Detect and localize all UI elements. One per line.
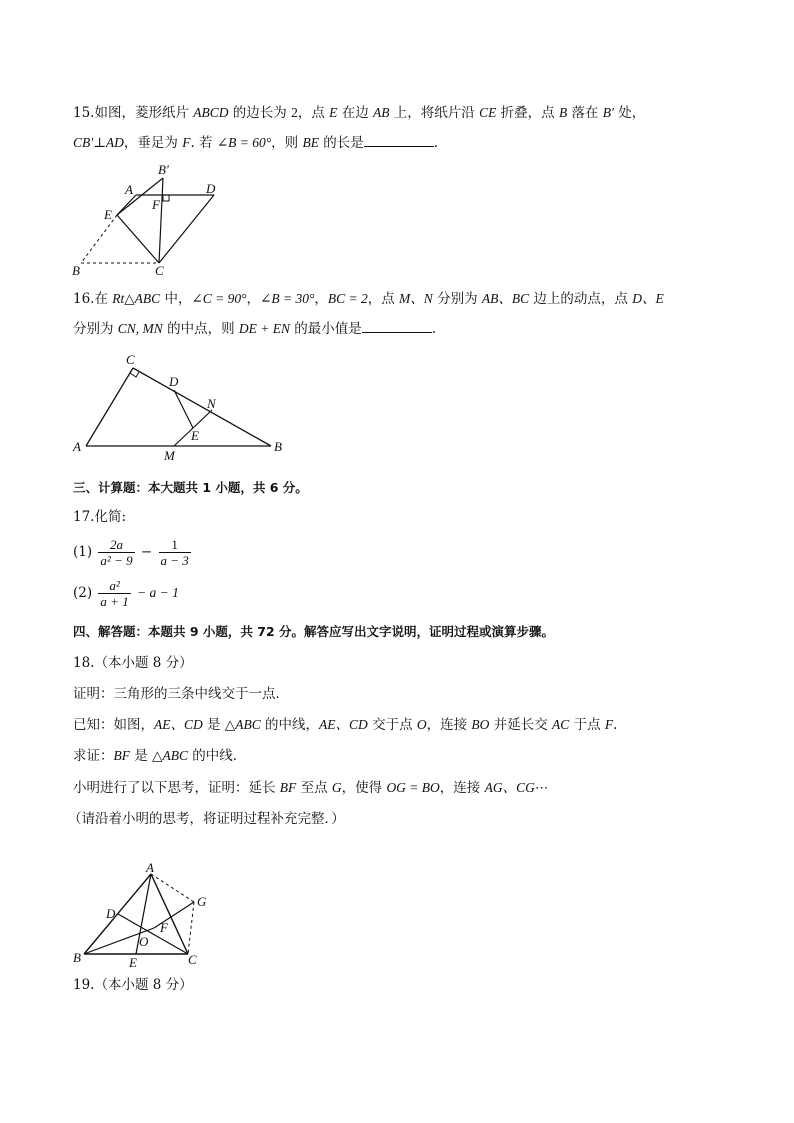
q15-label-e: E <box>104 207 112 222</box>
fraction-numerator: a² <box>98 578 130 594</box>
q18-text: 已知：如图， <box>73 717 154 733</box>
q16-math: M、N <box>399 291 433 306</box>
fraction-numerator: 1 <box>159 537 191 553</box>
q15-label-b: B <box>72 263 80 278</box>
q18-math: AC <box>552 717 570 732</box>
q16-math: CN, MN <box>117 321 163 336</box>
q15-text: . <box>433 135 439 151</box>
q18-text: 是 <box>130 748 153 764</box>
q18-text: 的中线． <box>187 748 247 764</box>
q16-math: ∠B = 30° <box>260 291 315 306</box>
q17-fraction-1 <box>98 537 134 568</box>
q18-figure <box>66 860 226 970</box>
q15-text: 的长是 <box>318 135 364 151</box>
q18-segment-gc-dashed <box>188 902 194 954</box>
q18-math: AE、CD <box>319 717 368 732</box>
q17-fraction-2 <box>159 537 191 568</box>
q16-text: 分别为 <box>432 291 482 307</box>
q15-text: ，则 <box>271 135 303 151</box>
q15-math: CE <box>479 105 497 120</box>
q18-math: F <box>604 717 614 732</box>
q15-right-angle-mark <box>163 195 169 201</box>
q16-text: 分别为 <box>73 321 118 337</box>
q15-text: 的边长为 <box>228 105 292 121</box>
q18-given <box>73 716 617 734</box>
q15-text: 折叠，点 <box>496 105 559 121</box>
q16-segment-ca <box>86 368 133 446</box>
q16-text: 16.在 <box>73 291 113 307</box>
q16-text: 中， <box>160 291 192 307</box>
q18-to-prove <box>73 747 246 765</box>
q18-segment-ac <box>151 874 188 954</box>
q16-right-angle-mark <box>130 372 139 377</box>
q16-figure <box>66 350 296 466</box>
answer-blank[interactable] <box>364 134 434 147</box>
q16-text: ，点 <box>367 291 400 307</box>
q15-math: ∠B = 60° <box>216 135 272 150</box>
q15-text: 落在 <box>567 105 603 121</box>
q15-segment-dc <box>159 195 214 263</box>
fraction-denominator: a² − 9 <box>100 553 133 568</box>
q15-math: ABCD <box>193 105 229 120</box>
q18-thinking <box>73 779 548 797</box>
q15-label-f: F <box>152 197 160 212</box>
fraction-numerator: 2a <box>98 537 134 553</box>
q15-math: 2 <box>291 105 298 120</box>
q18-text: 是 <box>202 717 225 733</box>
q15-math: B <box>558 105 568 120</box>
q15-label-d: D <box>206 181 216 196</box>
q17-part-2-tail: − a − 1 <box>137 585 179 600</box>
q18-label-d: D <box>106 906 116 921</box>
q18-text: 并延长交 <box>489 717 553 733</box>
q18-math: △ABC <box>224 717 261 732</box>
q16-label-a: A <box>73 439 81 454</box>
q17-part-1-label: (1) <box>73 544 93 560</box>
q15-line-2 <box>73 134 438 152</box>
q15-text: ，点 <box>297 105 330 121</box>
q17-fraction-3 <box>98 578 130 609</box>
q18-median-cd <box>118 914 188 954</box>
q18-math: BF <box>279 780 297 795</box>
q17-part-2-label: (2) <box>73 585 93 601</box>
q18-math: BF <box>113 748 130 763</box>
q18-math: BO <box>471 717 490 732</box>
q18-text: ，连接 <box>426 717 472 733</box>
q18-text: 交于点 <box>367 717 417 733</box>
q16-text: 的最小值是 <box>290 321 362 337</box>
q15-math: F <box>182 135 191 150</box>
q16-label-e: E <box>191 428 199 443</box>
q15-text: 在边 <box>337 105 373 121</box>
q18-text: 于点 <box>569 717 605 733</box>
q18-text: 求证： <box>73 748 114 764</box>
q18-text: 至点 <box>296 780 332 796</box>
q16-math: ∠C = 90° <box>191 291 247 306</box>
q15-segment-b-prime-c <box>159 178 163 263</box>
q18-text: ，连接 <box>439 780 485 796</box>
q18-title: 18.（本小题 8 分） <box>73 655 193 671</box>
q18-label-c: C <box>188 952 197 967</box>
q15-text: . 若 <box>190 135 217 151</box>
q16-segment-cb <box>133 368 271 446</box>
q15-math: B′ <box>602 105 614 120</box>
q18-math: OG = BO <box>386 780 440 795</box>
q19-title: 19.（本小题 8 分） <box>73 977 193 993</box>
q16-text: ， <box>246 291 261 307</box>
q18-note: （请沿着小明的思考，将证明过程补充完整．） <box>68 811 345 827</box>
q16-line-1 <box>73 290 664 308</box>
q15-segment-ec <box>117 215 159 263</box>
q16-math: BC = 2 <box>327 291 368 306</box>
q18-text: 的中线， <box>260 717 320 733</box>
q18-label-e: E <box>129 955 137 970</box>
q15-text: 上，将纸片沿 <box>389 105 480 121</box>
q16-segment-de <box>174 390 193 428</box>
q18-text: . <box>613 717 618 733</box>
q16-line-2 <box>73 320 436 338</box>
q18-text: ，使得 <box>341 780 387 796</box>
section-4-heading: 四、解答题：本题共 9 小题，共 72 分。解答应写出文字说明，证明过程或演算步骤。 <box>73 624 555 639</box>
minus-sign: − <box>140 544 153 560</box>
q15-text: 处， <box>614 105 646 121</box>
fraction-denominator: a − 3 <box>160 553 189 568</box>
q18-label-b: B <box>73 950 81 965</box>
q16-label-m: M <box>164 448 175 463</box>
answer-blank[interactable] <box>362 320 432 333</box>
q18-math: △ABC <box>152 748 188 763</box>
q18-label-o: O <box>139 934 149 949</box>
q18-math: AE、CD <box>154 717 203 732</box>
q18-label-f: F <box>160 920 168 935</box>
q17-part-1 <box>73 537 193 568</box>
q18-math: O <box>416 717 427 732</box>
q17-title: 17.化简: <box>73 509 127 525</box>
q16-text: ， <box>314 291 328 307</box>
q18-math: AG、CG <box>484 780 535 795</box>
q15-segment-eb-dashed <box>81 215 117 263</box>
q18-label-g: G <box>197 894 207 909</box>
q15-math: E <box>329 105 338 120</box>
q15-figure <box>66 160 236 280</box>
q17-part-2 <box>73 578 179 609</box>
q15-text: ，垂足为 <box>123 135 183 151</box>
q18-math: G <box>331 780 342 795</box>
q15-math: AB <box>373 105 390 120</box>
q16-label-b: B <box>274 439 282 454</box>
q16-label-c: C <box>126 352 135 367</box>
q18-text: 小明进行了以下思考，证明：延长 <box>73 780 280 796</box>
q18-label-a: A <box>146 860 154 875</box>
q16-text: 的中点，则 <box>162 321 239 337</box>
q15-label-b-prime: B′ <box>158 162 169 177</box>
q15-line-1 <box>73 104 645 122</box>
q16-label-n: N <box>207 396 216 411</box>
q18-text: ⋯ <box>534 780 549 796</box>
section-3-heading: 三、计算题：本大题共 1 小题，共 6 分。 <box>73 480 308 495</box>
q15-math: CB′⊥AD <box>73 135 124 150</box>
q16-label-d: D <box>169 374 179 389</box>
q16-text: 边上的动点，点 <box>529 291 633 307</box>
q15-label-c: C <box>155 263 164 278</box>
q18-prove-statement: 证明：三角形的三条中线交于一点． <box>73 686 289 702</box>
q15-label-a: A <box>125 182 133 197</box>
fraction-denominator: a + 1 <box>100 594 129 609</box>
q16-math: Rt△ABC <box>112 291 161 306</box>
q16-text: . <box>431 321 437 337</box>
q15-math: BE <box>302 135 319 150</box>
q16-math: AB、BC <box>481 291 530 306</box>
q15-text: 15.如图，菱形纸片 <box>73 105 194 121</box>
q16-math: DE + EN <box>238 321 291 336</box>
q16-math: D、E <box>632 291 664 306</box>
